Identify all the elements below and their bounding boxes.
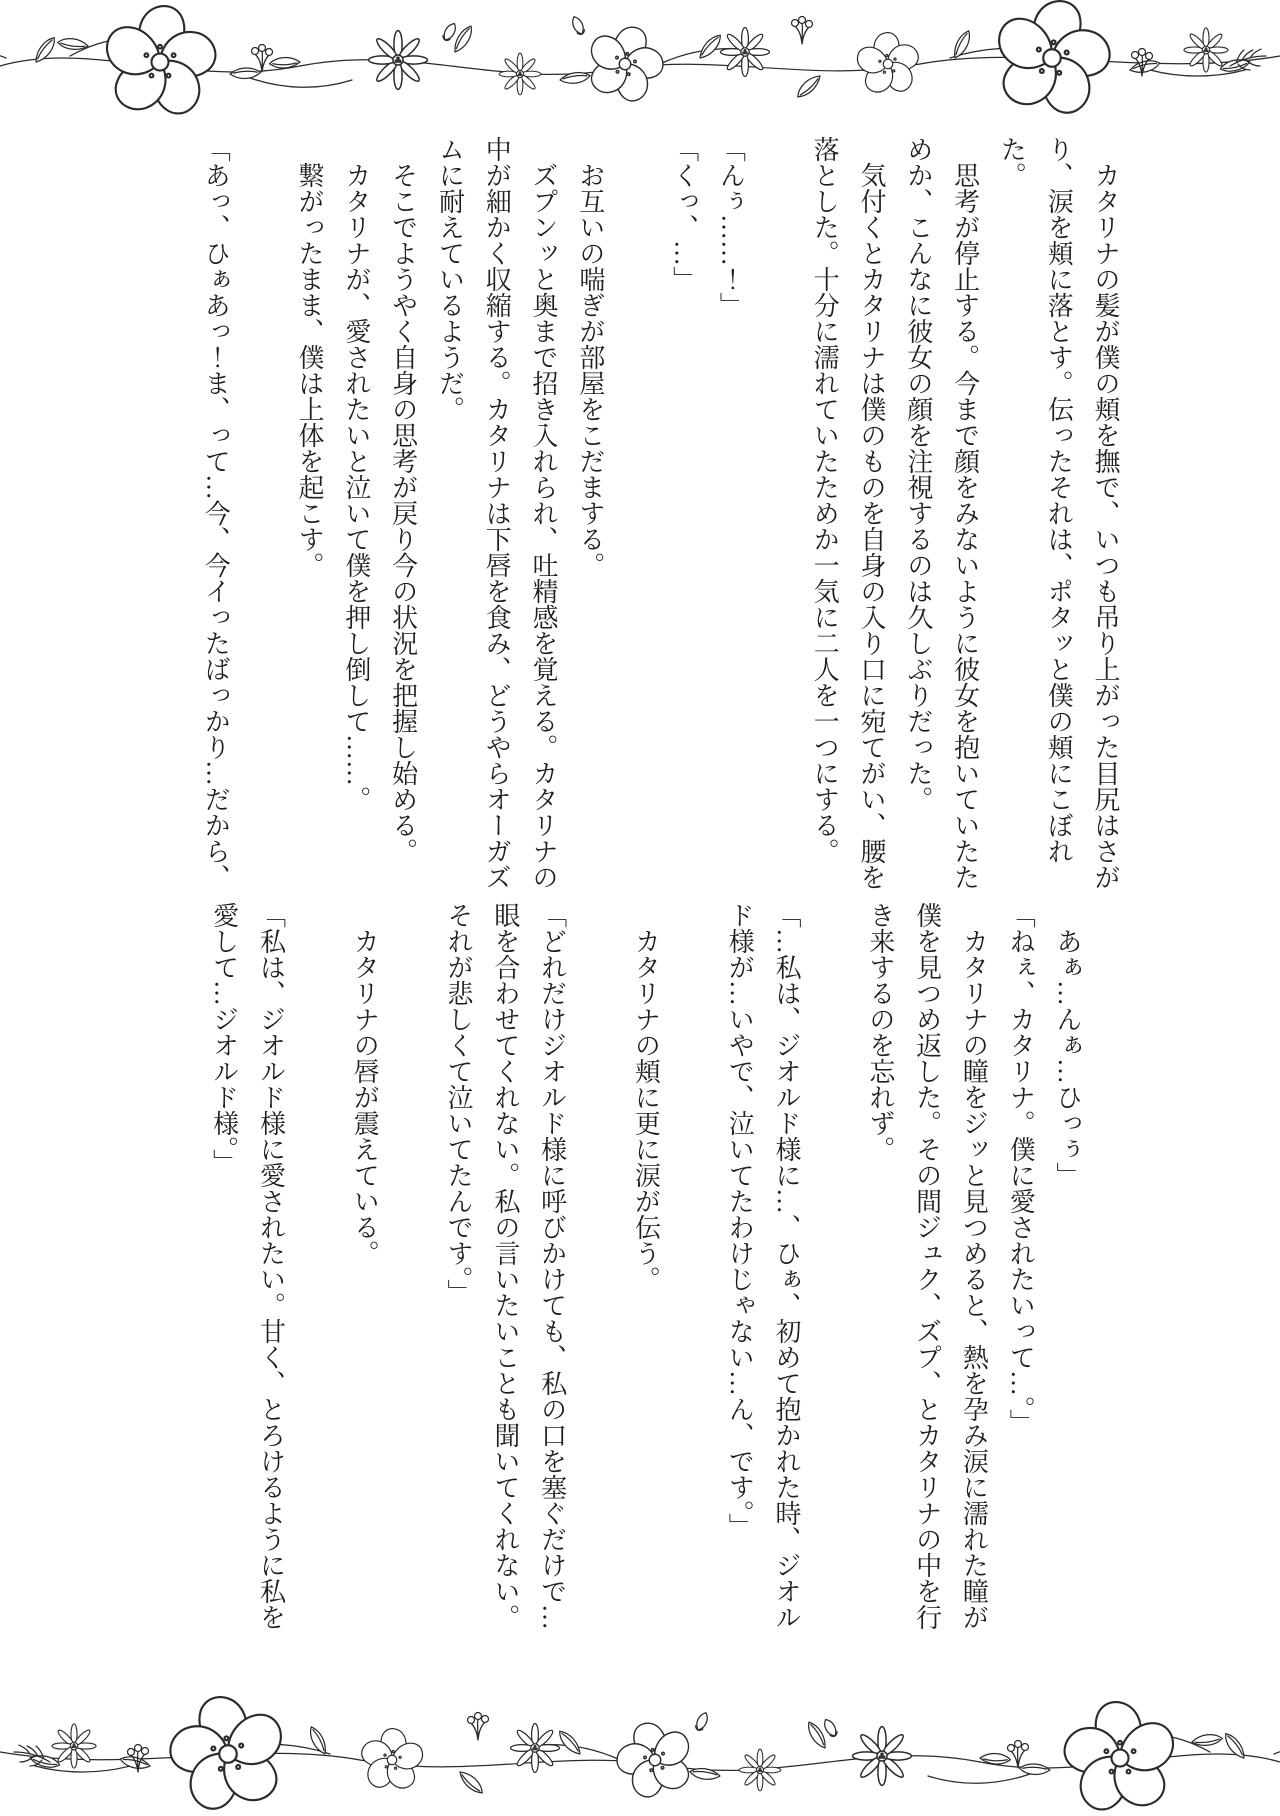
- paragraph-gap: [387, 902, 434, 1630]
- narration-paragraph: そこでようやく自身の思考が戻り今の状況を把握し始める。: [388, 136, 418, 864]
- paragraph-gap: [293, 902, 340, 1630]
- dialogue-paragraph: 「どれだけジオルド様に呼びかけても、私の口を塞ぐだけで…眼を合わせてくれない。私の言いたいことも聞いてくれない。それが悲しくて泣いてたんです。」: [444, 902, 567, 1630]
- narration-paragraph: 思考が停止する。今まで顔をみないように彼女を抱いていたためか、こんなに彼女の顔を注視するのは久しぶりだった。: [903, 136, 980, 890]
- paragraph-gap: [575, 902, 622, 1630]
- dialogue-paragraph: 「んぅ……！」: [716, 136, 746, 318]
- floral-garland-bottom-illustration: [0, 1696, 1280, 1816]
- dialogue-paragraph: 「くっ、…」: [669, 136, 699, 292]
- lower-text-block: [200, 902, 1090, 1630]
- dialogue-paragraph: 「あっ、ひぁあっ！ま、って…今、今イったばっかり…だから、: [201, 136, 231, 890]
- narration-paragraph: カタリナが、愛されたいと泣いて僕を押し倒して……。: [341, 136, 371, 812]
- paragraph-gap: [238, 136, 285, 890]
- narration-paragraph: 気付くとカタリナは僕のものを自身の入り口に宛てがい、腰を落とした。十分に濡れていたためか一気に二人を一つにする。: [810, 136, 887, 890]
- narration-paragraph: お互いの喘ぎが部屋をこだまする。: [575, 136, 605, 578]
- paragraph-gap: [809, 902, 856, 1630]
- paragraph-gap: [753, 136, 800, 890]
- narration-paragraph: あぁ…んぁ…ひっぅ」: [1053, 902, 1082, 1188]
- paragraph-gap: [613, 136, 660, 890]
- narration-paragraph: カタリナの髪が僕の頬を撫で、いつも吊り上がった目尻はさがり、涙を頬に落とす。伝ったそれは、ポタッと僕の頬にこぼれた。: [997, 136, 1120, 890]
- paragraph-gap: [668, 902, 715, 1630]
- floral-garland-top-illustration: [0, 0, 1280, 120]
- narration-paragraph: カタリナの瞳をジッと見つめると、熱を孕み涙に濡れた瞳が僕を見つめ返した。その間ジュク、ズプ、とカタリナの中を行き来するのを忘れず。: [865, 902, 989, 1630]
- upper-text-block: [191, 136, 1128, 890]
- dialogue-paragraph: 「…私は、ジオルド様に…、ひぁ、初めて抱かれた時、ジオルド様が…いやで、泣いてたわけじゃない…ん、です。」: [725, 902, 802, 1630]
- dialogue-paragraph: 「ねぇ、カタリナ。僕に愛されたいって…。」: [1006, 902, 1036, 1435]
- narration-paragraph: ズプンッと奥まで招き入れられ、吐精感を覚える。カタリナの中が細かく収縮する。カタリナは下唇を食み、どうやらオーガズムに耐えているようだ。: [435, 136, 559, 890]
- narration-paragraph: カタリナの唇が震えている。: [350, 902, 380, 1266]
- narration-paragraph: カタリナの頬に更に涙が伝う。: [631, 902, 661, 1292]
- narration-paragraph: 繋がったまま、僕は上体を起こす。: [295, 136, 325, 578]
- dialogue-paragraph: 「私は、ジオルド様に愛されたい。甘く、とろけるように私を愛して…ジオルド様。」: [209, 902, 286, 1630]
